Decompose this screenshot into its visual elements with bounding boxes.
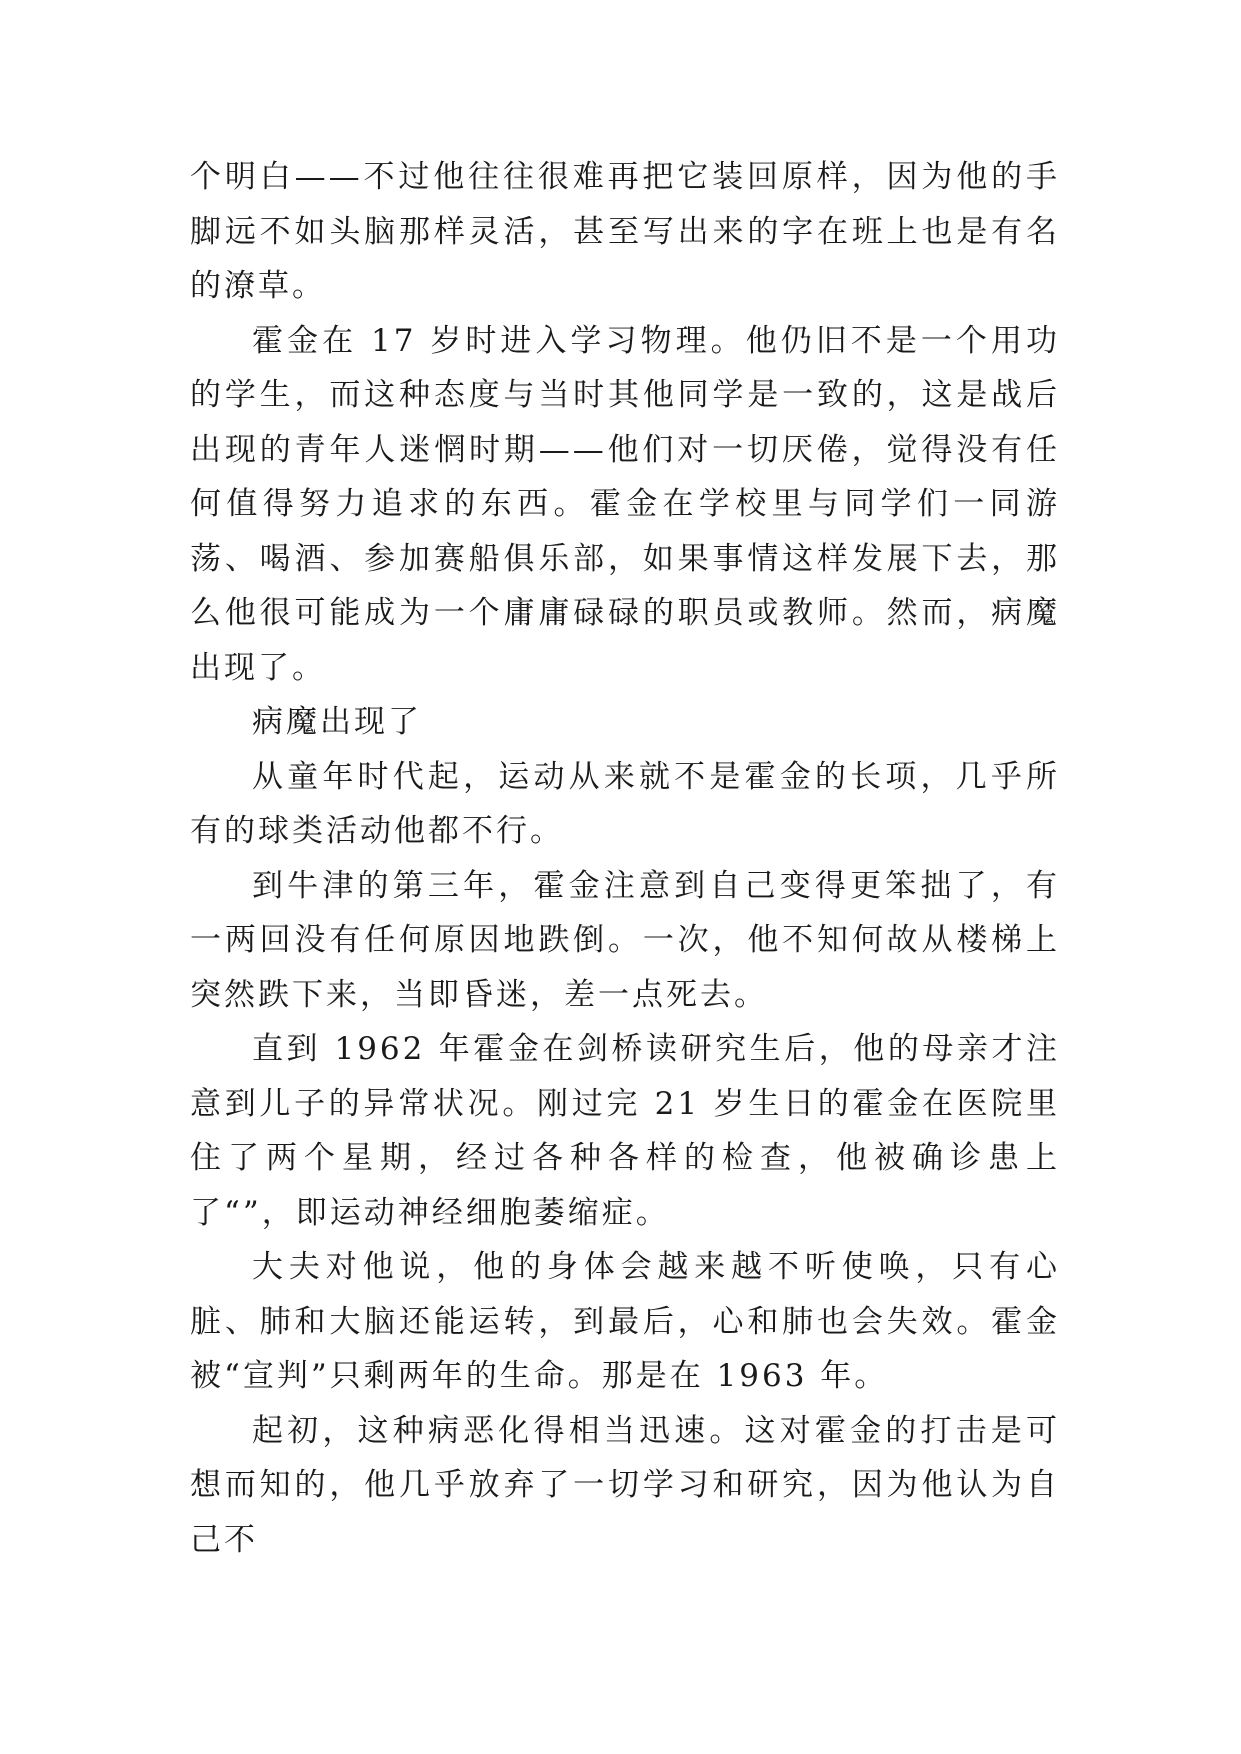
paragraph: 霍金在 17 岁时进入学习物理。他仍旧不是一个用功的学生，而这种态度与当时其他同学是一致的，这是战后出现的青年人迷惘时期——他们对一切厌倦，觉得没有任何值得努力追求的东西。霍金在学校里与同学们一同游荡、喝酒、参加赛船俱乐部，如果事情这样发展下去，那么他很可能成为一个庸庸碌碌的职员或教师。然而，病魔出现了。 [190, 322, 1060, 686]
paragraph-continued: 个明白——不过他往往很难再把它装回原样，因为他的手脚远不如头脑那样灵活，甚至写出来的字在班上也是有名的潦草。 [190, 159, 1060, 304]
section-heading: 病魔出现了 [252, 704, 422, 740]
paragraph-truncated: 起初，这种病恶化得相当迅速。这对霍金的打击是可想而知的，他几乎放弃了一切学习和研究，因为他认为自己不 [190, 1412, 1060, 1558]
paragraph: 大夫对他说，他的身体会越来越不听使唤，只有心脏、肺和大脑还能运转，到最后，心和肺也会失效。霍金被“宣判”只剩两年的生命。那是在 1963 年。 [190, 1249, 1060, 1394]
paragraph: 从童年时代起，运动从来就不是霍金的长项，几乎所有的球类活动他都不行。 [190, 758, 1060, 849]
paragraph: 直到 1962 年霍金在剑桥读研究生后，他的母亲才注意到儿子的异常状况。刚过完 21 岁生日的霍金在医院里住了两个星期，经过各种各样的检查，他被确诊患上了“”，即运动神经细胞萎缩症。 [190, 1031, 1060, 1231]
paragraph: 到牛津的第三年，霍金注意到自己变得更笨拙了，有一两回没有任何原因地跌倒。一次，他不知何故从楼梯上突然跌下来，当即昏迷，差一点死去。 [190, 867, 1060, 1013]
document-body [190, 150, 1060, 1567]
